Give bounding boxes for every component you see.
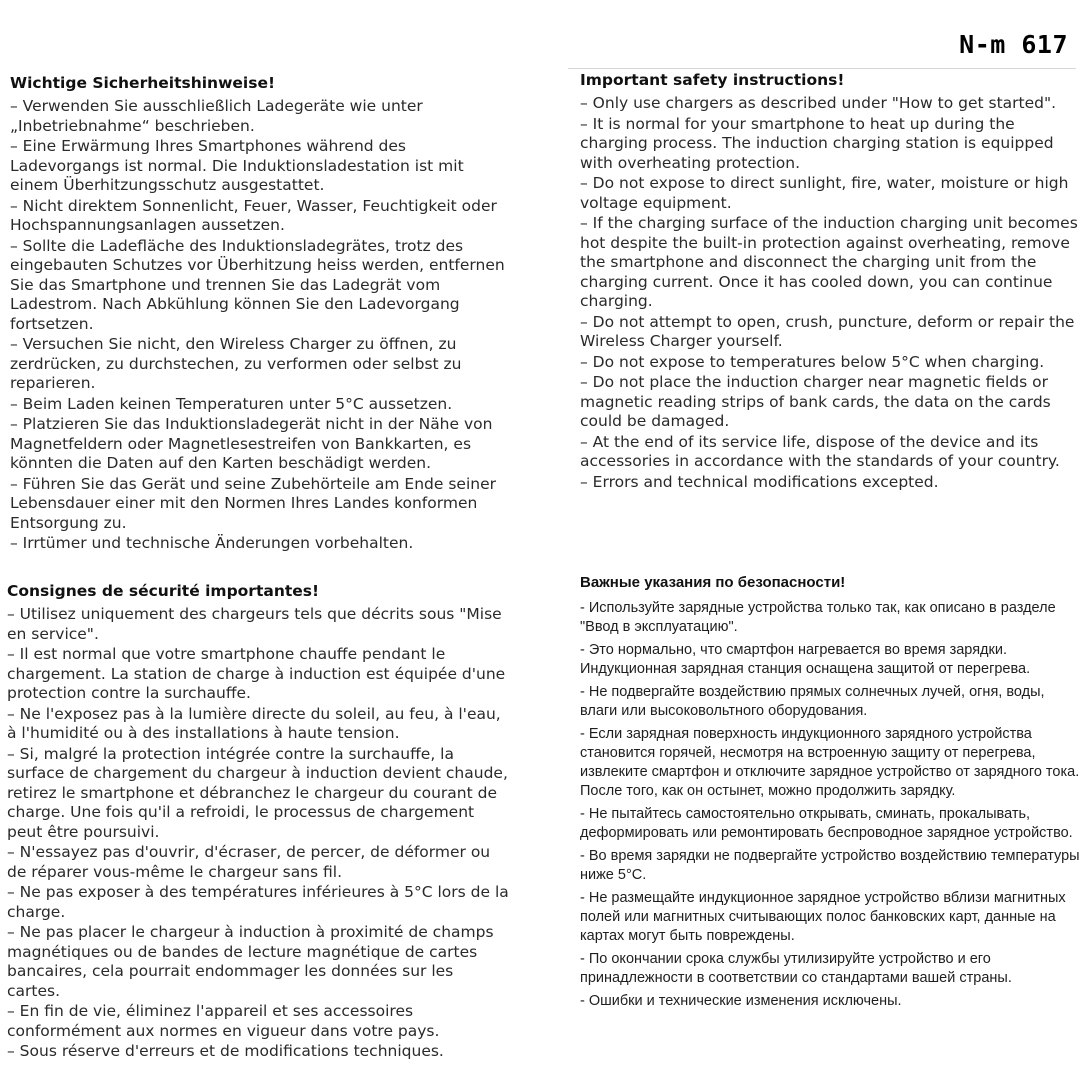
list-item: - Используйте зарядные устройства только так, как описано в разделе "Ввод в эксплуатацию". bbox=[580, 599, 1056, 635]
list-item: – Sous réserve d'erreurs et de modifications techniques. bbox=[7, 1042, 444, 1061]
list-item: - Не подвергайте воздействию прямых солнечных лучей, огня, воды, влаги или высоковольтного оборудования. bbox=[580, 683, 1045, 719]
list-item: – Do not expose to direct sunlight, fire, water, moisture or high voltage equipment. bbox=[580, 174, 1069, 212]
list-item: - Ошибки и технические изменения исключены. bbox=[580, 992, 902, 1009]
list-item: – Errors and technical modifications excepted. bbox=[580, 472, 939, 491]
list-item: – It is normal for your smartphone to heat up during the charging process. The induction charging station is equipped with overheating protection. bbox=[580, 114, 1054, 172]
list-item: – Platzieren Sie das Induktionsladegerät nicht in der Nähe von Magnetfeldern oder Magnetlesestreifen von Bankkarten, es könnten die Daten auf den Karten beschädigt werden. bbox=[10, 415, 493, 473]
safety-section-french bbox=[7, 582, 510, 1063]
list-item: – Il est normal que votre smartphone chauffe pendant le chargement. La station de charge à induction est équipée d'une protection contre la surchauffe. bbox=[7, 645, 506, 703]
header-divider bbox=[568, 68, 1076, 69]
section-title: Важные указания по безопасности! bbox=[580, 574, 846, 591]
section-title: Consignes de sécurité importantes! bbox=[7, 582, 320, 600]
list-item: – Sollte die Ladefläche des Induktionsladegrätes, trotz des eingebauten Schutzes vor Überhitzung heiss werden, entfernen Sie das Smartphone und trennen Sie das Ladegrät vom Ladestrom. Nach Abkühlung können Sie den Ladevorgang fortsetzen. bbox=[10, 236, 505, 333]
list-item: – Versuchen Sie nicht, den Wireless Charger zu öffnen, zu zerdrücken, zu durchstechen, zu verformen oder selbst zu reparieren. bbox=[10, 335, 462, 393]
safety-section-english bbox=[580, 71, 1080, 493]
list-item: – Ne pas exposer à des températures inférieures à 5°C lors de la charge. bbox=[7, 883, 509, 921]
list-item: – En fin de vie, éliminez l'appareil et ses accessoires conformément aux normes en vigueur dans votre pays. bbox=[7, 1002, 440, 1040]
list-item: – Führen Sie das Gerät und seine Zubehörteile am Ende seiner Lebensdauer einer mit den Normen Ihres Landes konformen Entsorgung zu. bbox=[10, 474, 496, 532]
list-item: – Do not attempt to open, crush, puncture, deform or repair the Wireless Charger yourself. bbox=[580, 312, 1075, 351]
list-item: – Irrtümer und technische Änderungen vorbehalten. bbox=[10, 534, 414, 553]
list-item: – Ne pas placer le chargeur à induction à proximité de champs magnétiques ou de bandes de lecture magnétique de cartes bancaires, cela pourrait endommager les données sur les cartes. bbox=[7, 923, 494, 1000]
list-item: - Не пытайтесь самостоятельно открывать, сминать, прокалывать, деформировать или ремонтировать беспроводное зарядное устройство. bbox=[580, 805, 1073, 841]
safety-list bbox=[7, 605, 510, 1062]
list-item: – N'essayez pas d'ouvrir, d'écraser, de percer, de déformer ou de réparer vous-même le chargeur sans fil. bbox=[7, 843, 491, 881]
safety-list bbox=[10, 97, 510, 554]
list-item: – Si, malgré la protection intégrée contre la surchauffe, la surface de chargement du chargeur à induction devient chaude, retirez le smartphone et débranchez le chargeur du courant de charge. Une fois qu'il a refroidi, le processus de chargement peut être poursuivi. bbox=[7, 744, 508, 841]
list-item: - Если зарядная поверхность индукционного зарядного устройства становится горячей, несмотря на встроенную защиту от перегрева, извлеките смартфон и отключите зарядное устройство от зарядного тока. После того, как он остынет, можно продолжить зарядку. bbox=[580, 725, 1080, 799]
list-item: - По окончании срока службы утилизируйте устройство и его принадлежности в соответствии со стандартами вашей страны. bbox=[580, 950, 1012, 986]
safety-section-german bbox=[10, 74, 510, 555]
safety-list bbox=[580, 599, 1080, 1011]
section-title: Wichtige Sicherheitshinweise! bbox=[10, 74, 276, 92]
section-title: Important safety instructions! bbox=[580, 71, 845, 89]
list-item: – Do not expose to temperatures below 5°C when charging. bbox=[580, 352, 1045, 371]
list-item: – Do not place the induction charger near magnetic fields or magnetic reading strips of bank cards, the data on the cards could be damaged. bbox=[580, 373, 1051, 431]
safety-section-russian bbox=[580, 574, 1080, 1015]
list-item: – Eine Erwärmung Ihres Smartphones während des Ladevorgangs ist normal. Die Induktionsladestation ist mit einem Überhitzungsschutz ausgestattet. bbox=[10, 137, 464, 195]
list-item: – Only use chargers as described under "How to get started". bbox=[580, 94, 1057, 113]
list-item: - Это нормально, что смартфон нагревается во время зарядки. Индукционная зарядная станция оснащена защитой от перегрева. bbox=[580, 641, 1031, 677]
list-item: - Не размещайте индукционное зарядное устройство вблизи магнитных полей или магнитных считывающих полос банковских карт, данные на картах могут быть повреждены. bbox=[580, 889, 1066, 944]
list-item: – Ne l'exposez pas à la lumière directe du soleil, au feu, à l'eau, à l'humidité ou à des installations à haute tension. bbox=[7, 704, 501, 743]
list-item: - Во время зарядки не подвергайте устройство воздействию температуры ниже 5°C. bbox=[580, 847, 1080, 883]
list-item: – At the end of its service life, dispose of the device and its accessories in accordance with the standards of your country. bbox=[580, 432, 1060, 471]
document-id: N-m 617 bbox=[959, 30, 1068, 59]
list-item: – If the charging surface of the induction charging unit becomes hot despite the built-in protection against overheating, remove the smartphone and disconnect the charging unit from the charging current. Once it has cooled down, you can continue charging. bbox=[580, 214, 1078, 311]
safety-list bbox=[580, 94, 1080, 492]
list-item: – Verwenden Sie ausschließlich Ladegeräte wie unter „Inbetriebnahme“ beschrieben. bbox=[10, 97, 423, 135]
list-item: – Nicht direktem Sonnenlicht, Feuer, Wasser, Feuchtigkeit oder Hochspannungsanlagen aussetzen. bbox=[10, 196, 497, 235]
list-item: – Beim Laden keinen Temperaturen unter 5°C aussetzen. bbox=[10, 394, 453, 413]
list-item: – Utilisez uniquement des chargeurs tels que décrits sous "Mise en service". bbox=[7, 605, 502, 643]
